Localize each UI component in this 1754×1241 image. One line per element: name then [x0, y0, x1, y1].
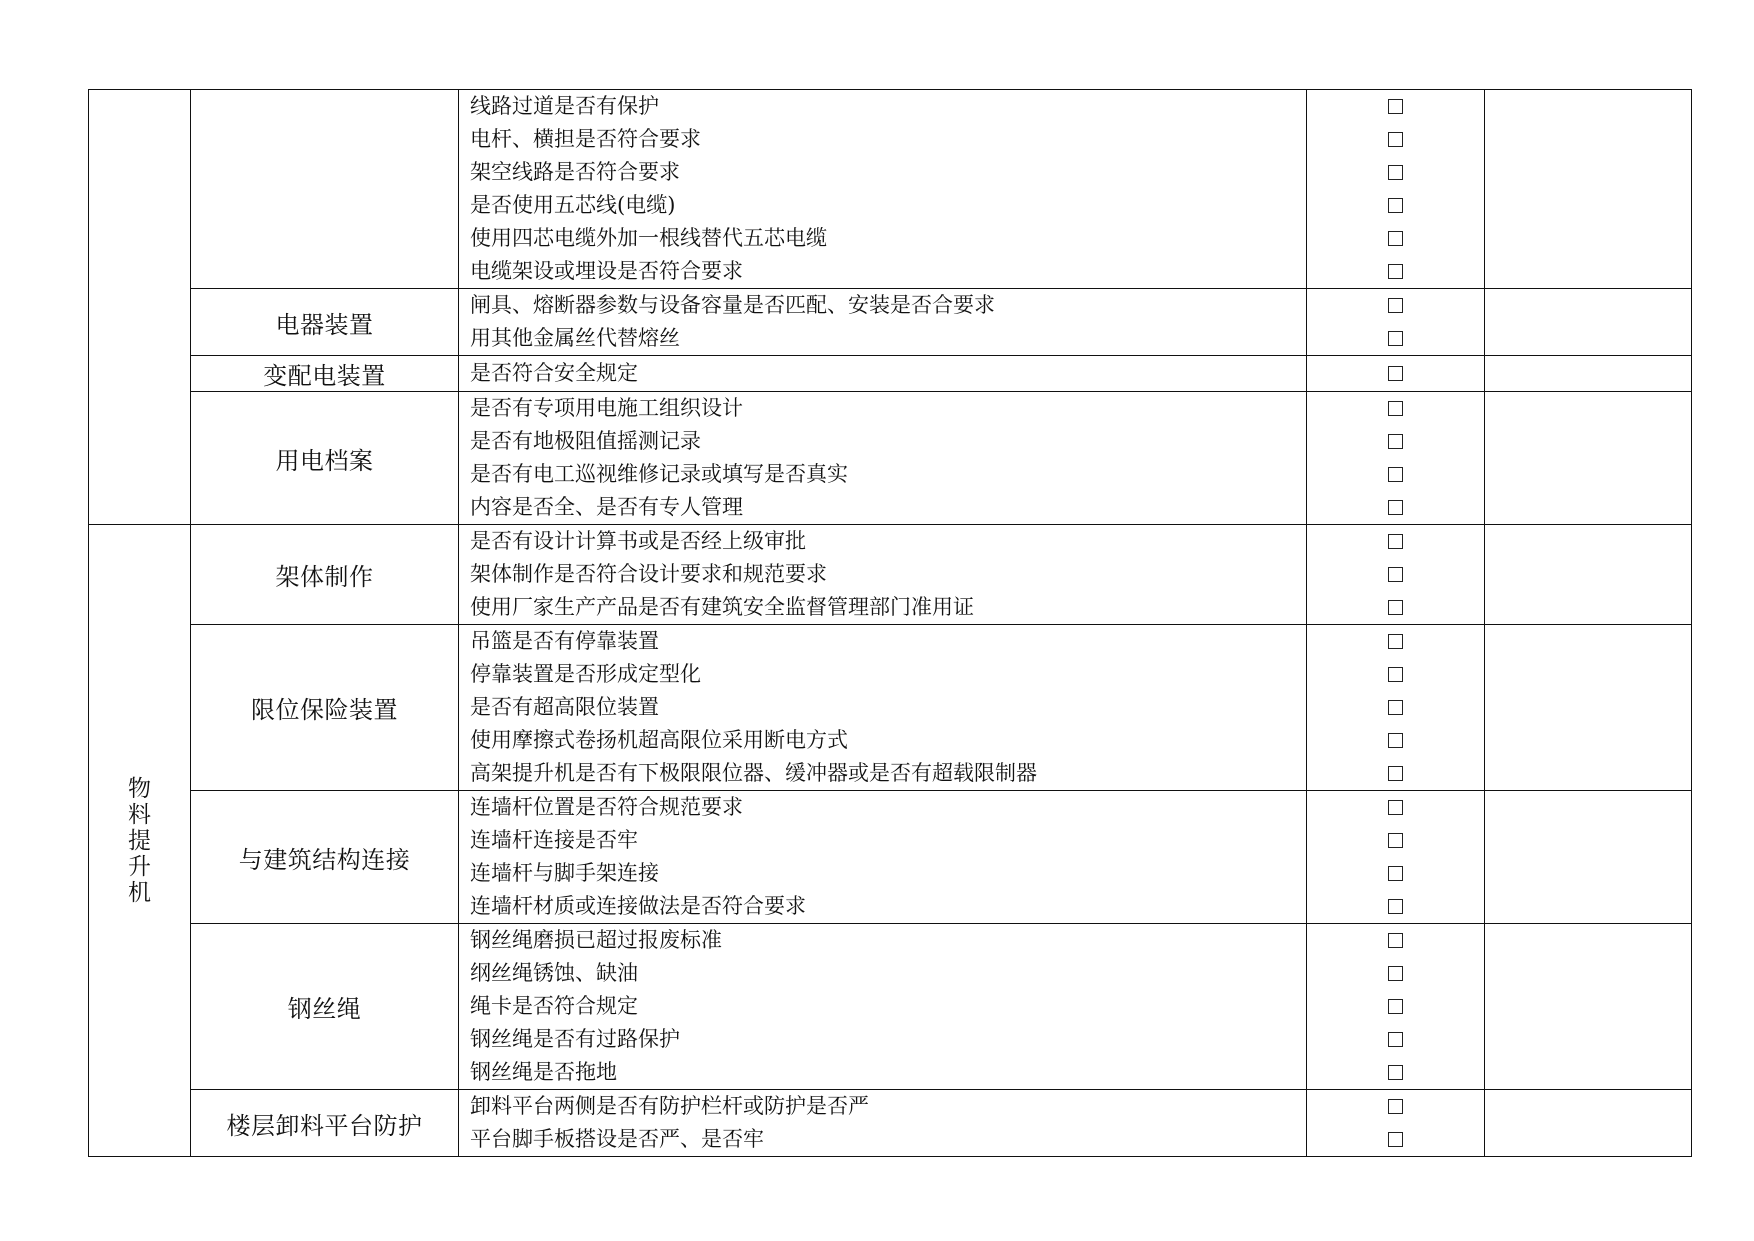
- checkbox-line: [1307, 189, 1484, 222]
- check-item-text: 电杆、横担是否符合要求: [470, 127, 701, 151]
- checkbox-line: [1307, 1023, 1484, 1056]
- checkbox-line: [1307, 924, 1484, 957]
- inspection-subject-cell: [191, 392, 459, 525]
- remarks-cell[interactable]: [1485, 356, 1692, 392]
- empty-checkbox-icon[interactable]: [1388, 766, 1403, 781]
- check-item-text: 架体制作是否符合设计要求和规范要求: [470, 562, 827, 586]
- checkbox-cell: [1307, 924, 1485, 1090]
- checkbox-line: [1307, 757, 1484, 790]
- remarks-cell[interactable]: [1485, 392, 1692, 525]
- checkbox-line: [1307, 425, 1484, 458]
- checkbox-line: [1307, 357, 1484, 390]
- empty-checkbox-icon[interactable]: [1388, 1065, 1403, 1080]
- checkbox-line: [1307, 525, 1484, 558]
- checkbox-line: [1307, 123, 1484, 156]
- checkbox-line: [1307, 558, 1484, 591]
- check-items-cell: [459, 924, 1307, 1090]
- empty-checkbox-icon[interactable]: [1388, 298, 1403, 313]
- checkbox-line: [1307, 957, 1484, 990]
- check-item-text: 绳卡是否符合规定: [470, 994, 638, 1018]
- check-item-text: 钢丝绳磨损已超过报废标准: [470, 928, 722, 952]
- checkbox-line: [1307, 90, 1484, 123]
- check-item-text: 是否符合安全规定: [470, 361, 638, 385]
- inspection-subject-label: 架体制作: [275, 563, 374, 591]
- checkbox-line: [1307, 322, 1484, 355]
- check-item-text: 线路过道是否有保护: [470, 94, 659, 118]
- checkbox-line: [1307, 156, 1484, 189]
- checklist-group-row: [89, 392, 1692, 525]
- check-items-cell: [459, 289, 1307, 356]
- checklist-group-row: [89, 90, 1692, 289]
- check-item-text: 卸料平台两侧是否有防护栏杆或防护是否严: [470, 1094, 869, 1118]
- empty-checkbox-icon[interactable]: [1388, 999, 1403, 1014]
- check-item-text: 使用摩擦式卷扬机超高限位采用断电方式: [470, 728, 848, 752]
- check-item-text: 连墙杆位置是否符合规范要求: [470, 795, 743, 819]
- check-item-text: 吊篮是否有停靠装置: [470, 629, 659, 653]
- check-item-text: 连墙杆材质或连接做法是否符合要求: [470, 894, 806, 918]
- check-items-cell: [459, 791, 1307, 924]
- check-item-text: 连墙杆连接是否牢: [470, 828, 638, 852]
- empty-checkbox-icon[interactable]: [1388, 634, 1403, 649]
- empty-checkbox-icon[interactable]: [1388, 833, 1403, 848]
- checkbox-line: [1307, 857, 1484, 890]
- empty-checkbox-icon[interactable]: [1388, 866, 1403, 881]
- remarks-cell[interactable]: [1485, 90, 1692, 289]
- remarks-cell[interactable]: [1485, 289, 1692, 356]
- empty-checkbox-icon[interactable]: [1388, 567, 1403, 582]
- empty-checkbox-icon[interactable]: [1388, 99, 1403, 114]
- inspection-subject-label: 楼层卸料平台防护: [226, 1111, 423, 1140]
- checkbox-line: [1307, 890, 1484, 923]
- inspection-subject-cell: [191, 356, 459, 392]
- check-item-text: 高架提升机是否有下极限限位器、缓冲器或是否有超载限制器: [470, 761, 1037, 785]
- empty-checkbox-icon[interactable]: [1388, 132, 1403, 147]
- check-item-text: 是否有电工巡视维修记录或填写是否真实: [470, 462, 848, 486]
- check-items-cell: [459, 90, 1307, 289]
- check-items-cell: [459, 392, 1307, 525]
- remarks-cell[interactable]: [1485, 1090, 1692, 1157]
- checklist-group-row: [89, 356, 1692, 392]
- inspection-subject-cell: [191, 625, 459, 791]
- checkbox-cell: [1307, 1090, 1485, 1157]
- empty-checkbox-icon[interactable]: [1388, 966, 1403, 981]
- checkbox-line: [1307, 724, 1484, 757]
- checkbox-cell: [1307, 791, 1485, 924]
- inspection-subject-label: 与建筑结构连接: [238, 845, 411, 874]
- checklist-group-row: [89, 289, 1692, 356]
- empty-checkbox-icon[interactable]: [1388, 467, 1403, 482]
- check-item-text: 使用厂家生产产品是否有建筑安全监督管理部门准用证: [470, 595, 974, 619]
- checkbox-line: [1307, 591, 1484, 624]
- remarks-cell[interactable]: [1485, 625, 1692, 791]
- checkbox-line: [1307, 491, 1484, 524]
- inspection-subject-cell: [191, 90, 459, 289]
- checklist-group-row: [89, 924, 1692, 1090]
- empty-checkbox-icon[interactable]: [1388, 733, 1403, 748]
- empty-checkbox-icon[interactable]: [1388, 667, 1403, 682]
- check-item-text: 钢丝绳是否拖地: [470, 1060, 617, 1084]
- remarks-cell[interactable]: [1485, 924, 1692, 1090]
- empty-checkbox-icon[interactable]: [1388, 434, 1403, 449]
- check-item-text: 闸具、熔断器参数与设备容量是否匹配、安装是否合要求: [470, 293, 995, 317]
- empty-checkbox-icon[interactable]: [1388, 401, 1403, 416]
- inspection-subject-cell: [191, 525, 459, 625]
- empty-checkbox-icon[interactable]: [1388, 534, 1403, 549]
- inspection-subject-label: 限位保险装置: [251, 696, 398, 724]
- checkbox-line: [1307, 392, 1484, 425]
- check-item-text: 钢丝绳是否有过路保护: [470, 1027, 680, 1051]
- remarks-cell[interactable]: [1485, 791, 1692, 924]
- check-items-cell: [459, 625, 1307, 791]
- inspection-subject-label: 用电档案: [275, 446, 374, 475]
- inspection-subject-cell: [191, 1090, 459, 1157]
- remarks-cell[interactable]: [1485, 525, 1692, 625]
- checkbox-line: [1307, 1056, 1484, 1089]
- check-item-text: 是否有专项用电施工组织设计: [470, 396, 743, 420]
- inspection-subject-label: 电器装置: [275, 310, 374, 339]
- check-items-cell: [459, 1090, 1307, 1157]
- empty-checkbox-icon[interactable]: [1388, 800, 1403, 815]
- check-item-text: 电缆架设或埋设是否符合要求: [470, 259, 743, 283]
- checkbox-line: [1307, 658, 1484, 691]
- inspection-subject-cell: [191, 791, 459, 924]
- check-item-text: 使用四芯电缆外加一根线替代五芯电缆: [470, 226, 827, 250]
- empty-checkbox-icon[interactable]: [1388, 933, 1403, 948]
- checklist-group-row: [89, 1090, 1692, 1157]
- check-item-text: 连墙杆与脚手架连接: [470, 861, 659, 885]
- empty-checkbox-icon[interactable]: [1388, 1032, 1403, 1047]
- empty-checkbox-icon[interactable]: [1388, 500, 1403, 515]
- empty-checkbox-icon[interactable]: [1388, 198, 1403, 213]
- check-item-text: 是否有设计计算书或是否经上级审批: [470, 529, 806, 553]
- check-item-text: 纲丝绳锈蚀、缺油: [470, 961, 638, 985]
- category-cell: [89, 525, 191, 1157]
- check-item-text: 架空线路是否符合要求: [470, 160, 680, 184]
- checkbox-line: [1307, 289, 1484, 322]
- check-item-text: 是否使用五芯线(电缆): [470, 193, 676, 217]
- checkbox-line: [1307, 458, 1484, 491]
- empty-checkbox-icon[interactable]: [1388, 700, 1403, 715]
- checkbox-cell: [1307, 289, 1485, 356]
- checkbox-cell: [1307, 392, 1485, 525]
- checkbox-line: [1307, 1123, 1484, 1156]
- checkbox-cell: [1307, 356, 1485, 392]
- checkbox-line: [1307, 625, 1484, 658]
- inspection-subject-cell: [191, 924, 459, 1090]
- category-cell: [89, 90, 191, 525]
- inspection-subject-label: 变配电装置: [263, 362, 386, 390]
- checklist-group-row: [89, 625, 1692, 791]
- checkbox-line: [1307, 1090, 1484, 1123]
- checkbox-line: [1307, 791, 1484, 824]
- empty-checkbox-icon[interactable]: [1388, 899, 1403, 914]
- check-item-text: 内容是否全、是否有专人管理: [470, 495, 743, 519]
- empty-checkbox-icon[interactable]: [1388, 1132, 1403, 1147]
- empty-checkbox-icon[interactable]: [1388, 600, 1403, 615]
- checklist-group-row: [89, 791, 1692, 924]
- category-label: 物料提升机: [128, 775, 151, 906]
- inspection-checklist-table: [88, 89, 1692, 1157]
- checkbox-line: [1307, 990, 1484, 1023]
- empty-checkbox-icon[interactable]: [1388, 1099, 1403, 1114]
- check-item-text: 用其他金属丝代替熔丝: [470, 326, 680, 350]
- check-items-cell: [459, 525, 1307, 625]
- empty-checkbox-icon[interactable]: [1388, 165, 1403, 180]
- checkbox-cell: [1307, 625, 1485, 791]
- checklist-body: [89, 90, 1692, 1157]
- inspection-subject-label: 钢丝绳: [287, 995, 362, 1023]
- inspection-subject-cell: [191, 289, 459, 356]
- checkbox-cell: [1307, 90, 1485, 289]
- checkbox-line: [1307, 222, 1484, 255]
- empty-checkbox-icon[interactable]: [1388, 366, 1403, 381]
- check-item-text: 是否有地极阻值摇测记录: [470, 429, 701, 453]
- checkbox-line: [1307, 824, 1484, 857]
- checkbox-line: [1307, 691, 1484, 724]
- checkbox-line: [1307, 255, 1484, 288]
- empty-checkbox-icon[interactable]: [1388, 331, 1403, 346]
- checkbox-cell: [1307, 525, 1485, 625]
- check-item-text: 平台脚手板搭设是否严、是否牢: [470, 1127, 764, 1151]
- check-item-text: 停靠装置是否形成定型化: [470, 662, 701, 686]
- checklist-group-row: [89, 525, 1692, 625]
- empty-checkbox-icon[interactable]: [1388, 231, 1403, 246]
- empty-checkbox-icon[interactable]: [1388, 264, 1403, 279]
- check-item-text: 是否有超高限位装置: [470, 695, 659, 719]
- check-items-cell: [459, 356, 1307, 392]
